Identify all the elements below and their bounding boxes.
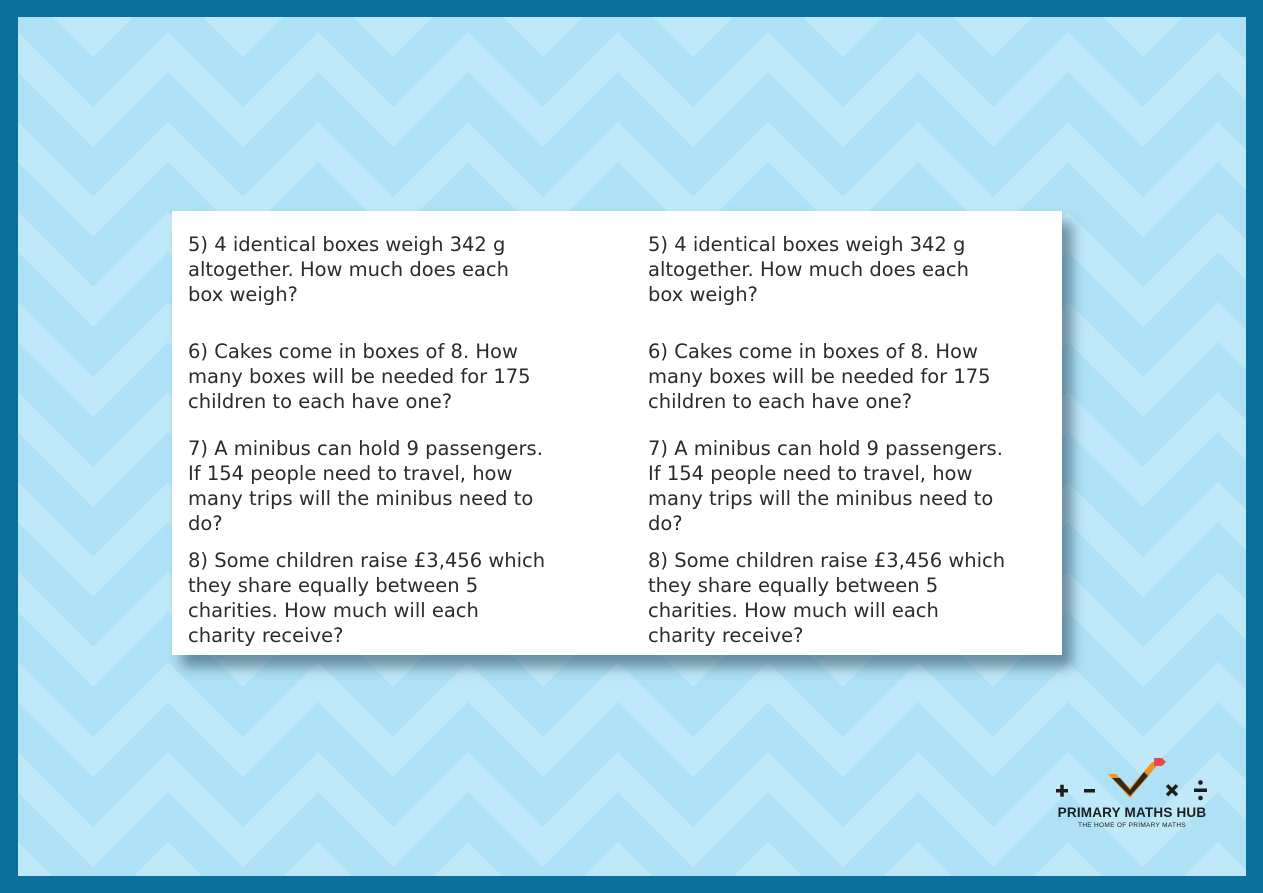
question-5: 5) 4 identical boxes weigh 342 g altogether. How much does each box weigh? (648, 233, 970, 306)
chevron-stripe (18, 842, 1246, 876)
divide-icon (1194, 780, 1207, 800)
tick-icon (1108, 758, 1166, 798)
multiply-icon (1166, 784, 1178, 796)
worksheet-card (172, 211, 1062, 655)
plus-icon (1056, 785, 1068, 797)
logo-tagline: THE HOME OF PRIMARY MATHS (1078, 822, 1186, 829)
question-8: 8) Some children raise £3,456 which they share equally between 5 charities. How much will each charity receive? (188, 549, 546, 647)
page-background (18, 17, 1246, 876)
question-6: 6) Cakes come in boxes of 8. How many boxes will be needed for 175 children to each have one? (648, 340, 991, 413)
minus-icon (1084, 789, 1095, 793)
primary-maths-hub-logo (1046, 754, 1218, 834)
logo-title: PRIMARY MATHS HUB (1057, 805, 1207, 820)
question-8: 8) Some children raise £3,456 which they share equally between 5 charities. How much will each charity receive? (648, 549, 1006, 647)
question-5: 5) 4 identical boxes weigh 342 g altogether. How much does each box weigh? (188, 233, 510, 306)
question-6: 6) Cakes come in boxes of 8. How many boxes will be needed for 175 children to each have one? (188, 340, 531, 413)
question-7: 7) A minibus can hold 9 passengers. If 154 people need to travel, how many trips will the minibus need to do? (188, 437, 543, 535)
question-7: 7) A minibus can hold 9 passengers. If 154 people need to travel, how many trips will the minibus need to do? (648, 437, 1003, 535)
logo-symbols (1046, 754, 1218, 806)
